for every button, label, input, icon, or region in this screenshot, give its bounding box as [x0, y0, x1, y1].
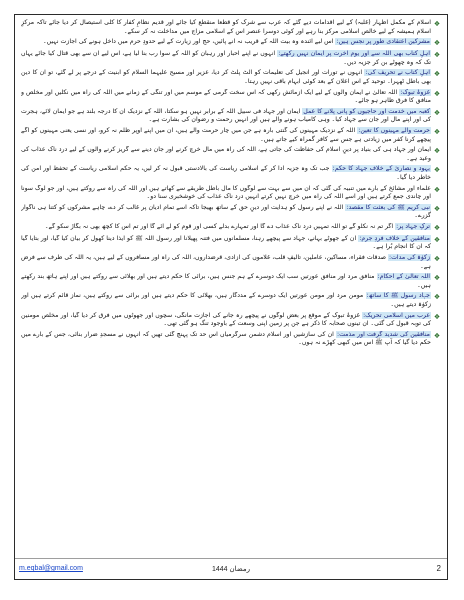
list-item — [21, 89, 441, 106]
list-item — [21, 146, 441, 163]
page-number: 2 — [436, 564, 441, 573]
highlighted-heading: اللہ تعالیٰ کے احکام: — [377, 273, 431, 281]
bullet-icon: ❖ — [433, 293, 441, 302]
highlighted-heading: کعبہ میں خدمت اور حاجیوں کو پانی پلانے کا عمل — [303, 107, 430, 115]
bullet-icon: ❖ — [433, 185, 441, 194]
list-item-text — [21, 235, 431, 252]
item-body: منافق مرد اور منافق عورتیں سب ایک دوسرے کے ہم جنس ہیں، برائی کا حکم دیتے ہیں اور بھلائی سے روکتے ہیں اور اپنے ہاتھ بند رکھتے ہیں۔ — [21, 273, 431, 289]
highlighted-heading: مشرکین اعتقادی طور پر نجس ہیں: — [336, 38, 430, 46]
list-item — [21, 185, 441, 202]
item-body: اگر تم نہ نکلو گے تو اللہ تمہیں درد ناک عذاب دے گا اور تمہارے بدلے کسی اور قوم کو لے آئے گا اور تم اس کا کچھ بھی نہ بگاڑ سکو گے۔ — [44, 222, 394, 230]
bullet-icon: ❖ — [433, 108, 441, 117]
bullet-icon: ❖ — [433, 204, 441, 213]
highlighted-heading: زکوٰۃ کی مدات: — [388, 254, 430, 262]
item-body: اس لیے آئندہ وہ بیت اللہ کے قریب نہ آنے پائیں، حج اور زیارت کے لیے حدودِ حرم میں داخل ہونے کی اجازت نہیں۔ — [43, 38, 334, 46]
item-body: انہوں نے اپنے احبار اور رہبان کو اللہ کے سوا رب بنا لیا ہے، اس لیے ان سے بھی قتال کیا جائے یہاں تک کہ وہ چھوٹے بن کر جزیہ دیں۔ — [21, 50, 431, 66]
item-body: ان کی سازشیں اور اسلام دشمن سرگرمیاں اس حد تک پہنچ گئی تھیں کہ انہوں نے مسجدِ ضرار بنائی، جس کے بارے میں حکم دیا گیا کہ آپ ﷺ اس میں کبھی کھڑے نہ ہوں۔ — [21, 330, 431, 347]
email-link[interactable]: m.eqbal@gmail.com — [19, 565, 83, 572]
bullet-icon: ❖ — [433, 147, 441, 156]
bullet-icon: ❖ — [433, 166, 441, 175]
list-item-text — [21, 204, 431, 221]
highlighted-heading: نبی کریم ﷺ کی بعثت کا مقصد: — [346, 203, 430, 211]
list-item-text — [21, 108, 431, 125]
bullet-icon: ❖ — [433, 89, 441, 98]
highlighted-heading: منافقین کے خلاف فردِ جرم: — [359, 234, 430, 242]
highlighted-heading: اہلِ کتاب نے تحریف کی: — [365, 69, 431, 77]
document-page — [14, 14, 448, 580]
item-body: ان کے جھوٹے بہانے، جہاد سے پیچھے رہنا، مسلمانوں میں فتنہ پھیلانا اور رسول اللہ ﷺ کو ایذا دینا کھول کر بیان کیا گیا، اور بتایا گیا کہ ان کا انجام بُرا ہے۔ — [21, 234, 431, 251]
highlighted-heading: منافقین کی شدید گرفت اور مذمت: — [336, 330, 431, 338]
highlighted-heading: غزوۂ تبوک: — [400, 88, 430, 96]
bullet-icon: ❖ — [433, 51, 441, 60]
list-item-text — [21, 254, 431, 271]
list-item — [21, 69, 441, 86]
item-body: ایمان اور جہاد فی سبیل اللہ کے برابر نہیں ہو سکتا، اللہ کے نزدیک ان کا درجہ بلند ہے جو ایمان لائے، ہجرت کی اور اپنے مال اور جان سے جہاد کیا۔ وہی کامیاب ہونے والے ہیں اور انہیں رحمت و رضوان کی بشارت ہے۔ — [21, 107, 431, 124]
item-body: ایمان اور جہاد ہی کی بنیاد پر دینِ اسلام کی حفاظت کی جاتی ہے، اللہ کی راہ میں مال خرچ کرنے اور جان دینے سے گریز کرنے والوں کے لیے درد ناک عذاب کی وعید ہے۔ — [21, 146, 431, 162]
list-item — [21, 331, 441, 348]
list-item — [21, 127, 441, 144]
list-item — [21, 38, 441, 48]
list-item-text — [21, 292, 431, 309]
list-item-text — [21, 223, 431, 232]
item-body: جب تک وہ جزیہ ادا کر کے اسلامی ریاست کی بالادستی قبول نہ کر لیں، یہ حکم اسلامی ریاست کے تحفظ اور امن کی خاطر دیا گیا۔ — [21, 165, 431, 181]
highlighted-heading: ترکِ جہاد پر: — [396, 222, 430, 230]
list-item-text — [21, 165, 431, 182]
bullet-icon: ❖ — [433, 274, 441, 283]
list-item-text — [21, 69, 431, 86]
item-body: اللہ کے نزدیک مہینوں کی گنتی بارہ ہے جن میں چار حرمت والے ہیں، ان میں اپنے اوپر ظلم نہ کرو، اور نسی یعنی مہینوں کو آگے پیچھے کرنا کفر میں زیادتی ہے جس سے کافر گمراہ کیے جاتے ہیں۔ — [21, 126, 431, 143]
item-body: غزوۂ تبوک کے موقع پر بعض لوگوں نے پیچھے رہ جانے کی اجازت مانگی، سچوں اور جھوٹوں میں فرق کر دیا گیا، اور مخلص مومنین کی توبہ قبول کی گئی۔ ان تینوں صحابہ کا ذکر ہے جن پر زمین اپنی وسعت کے باوجود تنگ ہو گئی تھی۔ — [21, 311, 431, 328]
bullet-icon: ❖ — [433, 70, 441, 79]
list-item-text — [21, 38, 431, 47]
list-item-text — [21, 89, 431, 106]
item-body: اسلام کے مکمل اظہار (غلبہ) کے لیے اقدامات دیے گئے کہ عرب سے شرک کو قطعاً منقطع کیا جائے اور قدیم نظامِ کفار کا کلی استیصال کر دیا جائے تاکہ مرکزِ اسلام ہمیشہ کے لیے خالص اسلامی مرکز بنا رہے اور کوئی دوسرا عنصر اس کے اسلامی مزاج میں مداخلت نہ کر سکے۔ — [21, 19, 431, 35]
bullet-icon: ❖ — [433, 223, 441, 232]
list-item-text — [21, 19, 431, 36]
list-item-text — [21, 312, 431, 329]
item-body: اللہ تعالیٰ نے ایمان والوں کے لیے ایک آزمائش رکھی کہ اس سخت گرمی کے موسم میں اور تنگی کے زمانے میں اللہ کی راہ میں نکلیں اور مخلص و منافق کا فرق ظاہر ہو جائے۔ — [21, 88, 431, 105]
bullet-icon: ❖ — [433, 331, 441, 340]
highlighted-heading: جہاد رسول ﷺ کا ساتھ: — [366, 292, 430, 300]
bullet-icon: ❖ — [433, 235, 441, 244]
list-item — [21, 50, 441, 67]
list-item — [21, 223, 441, 233]
highlighted-heading: اہلِ کتاب بھی اللہ سے اور یوم آخرت پر ایمان نہیں رکھتے: — [278, 50, 430, 58]
item-body: علماء اور مشائخ کے بارے میں تنبیہ کی گئی کہ ان میں سے بہت سے لوگوں کا مال باطل طریقے سے کھاتے ہیں اور اللہ کی راہ سے روکتے ہیں، اور جو لوگ سونا اور چاندی جمع کرتے ہیں اور اسے اللہ کی راہ میں خرچ نہیں کرتے انہیں درد ناک عذاب کی خوشخبری سنا دو۔ — [21, 184, 431, 201]
list-item-text — [21, 127, 431, 144]
item-body: انہوں نے تورات اور انجیل کی تعلیمات کو الٹ پلٹ کر دیا، عزیر اور مسیح علیہما السلام کو ابنیت کے درجے پر لے گئے، تو ان کا دین بھی باطل ٹھہرا۔ توحید کے اس اعلان کے بعد کوئی ابہام باقی نہیں رہتا۔ — [21, 69, 431, 85]
list-item — [21, 312, 441, 329]
highlighted-heading: عرب میں اسلامی تحریک: — [363, 311, 431, 319]
page-footer — [15, 558, 447, 579]
item-body: مومن مرد اور مومن عورتیں ایک دوسرے کے مددگار ہیں، بھلائی کا حکم دیتے ہیں اور برائی سے روکتے ہیں، نماز قائم کرتے ہیں اور زکوٰۃ دیتے ہیں۔ — [21, 292, 431, 309]
list-item — [21, 204, 441, 221]
list-item — [21, 273, 441, 290]
list-item-text — [21, 50, 431, 67]
bullet-icon: ❖ — [433, 127, 441, 136]
list-item — [21, 254, 441, 271]
list-item-text — [21, 146, 431, 163]
item-body: اللہ نے اپنے رسول کو ہدایت اور دینِ حق کے ساتھ بھیجا تاکہ اسے تمام ادیان پر غالب کر دے، چاہے مشرکوں کو کتنا ہی ناگوار گزرے۔ — [21, 203, 431, 220]
list-item-text — [21, 185, 431, 202]
highlighted-heading: حرمت والے مہینوں کا تعین: — [358, 126, 430, 134]
list-item — [21, 165, 441, 182]
highlighted-heading: یہود و نصاریٰ کے خلاف جہاد کا حکم: — [332, 165, 431, 173]
footer-month: رمضان 1444 — [212, 566, 250, 573]
bullet-list — [21, 19, 441, 555]
bullet-icon: ❖ — [433, 255, 441, 264]
list-item — [21, 235, 441, 252]
list-item-text — [21, 331, 431, 348]
bullet-icon: ❖ — [433, 20, 441, 28]
item-body: صدقات فقراء، مساکین، عاملین، تالیفِ قلب، غلاموں کی آزادی، قرضداروں، اللہ کی راہ اور مسافروں کے لیے ہیں، یہ اللہ کی طرف سے فرض ہے۔ — [21, 254, 431, 270]
list-item — [21, 19, 441, 36]
bullet-icon: ❖ — [433, 39, 441, 48]
list-item — [21, 108, 441, 125]
list-item — [21, 292, 441, 309]
list-item-text — [21, 273, 431, 290]
bullet-icon: ❖ — [433, 312, 441, 321]
